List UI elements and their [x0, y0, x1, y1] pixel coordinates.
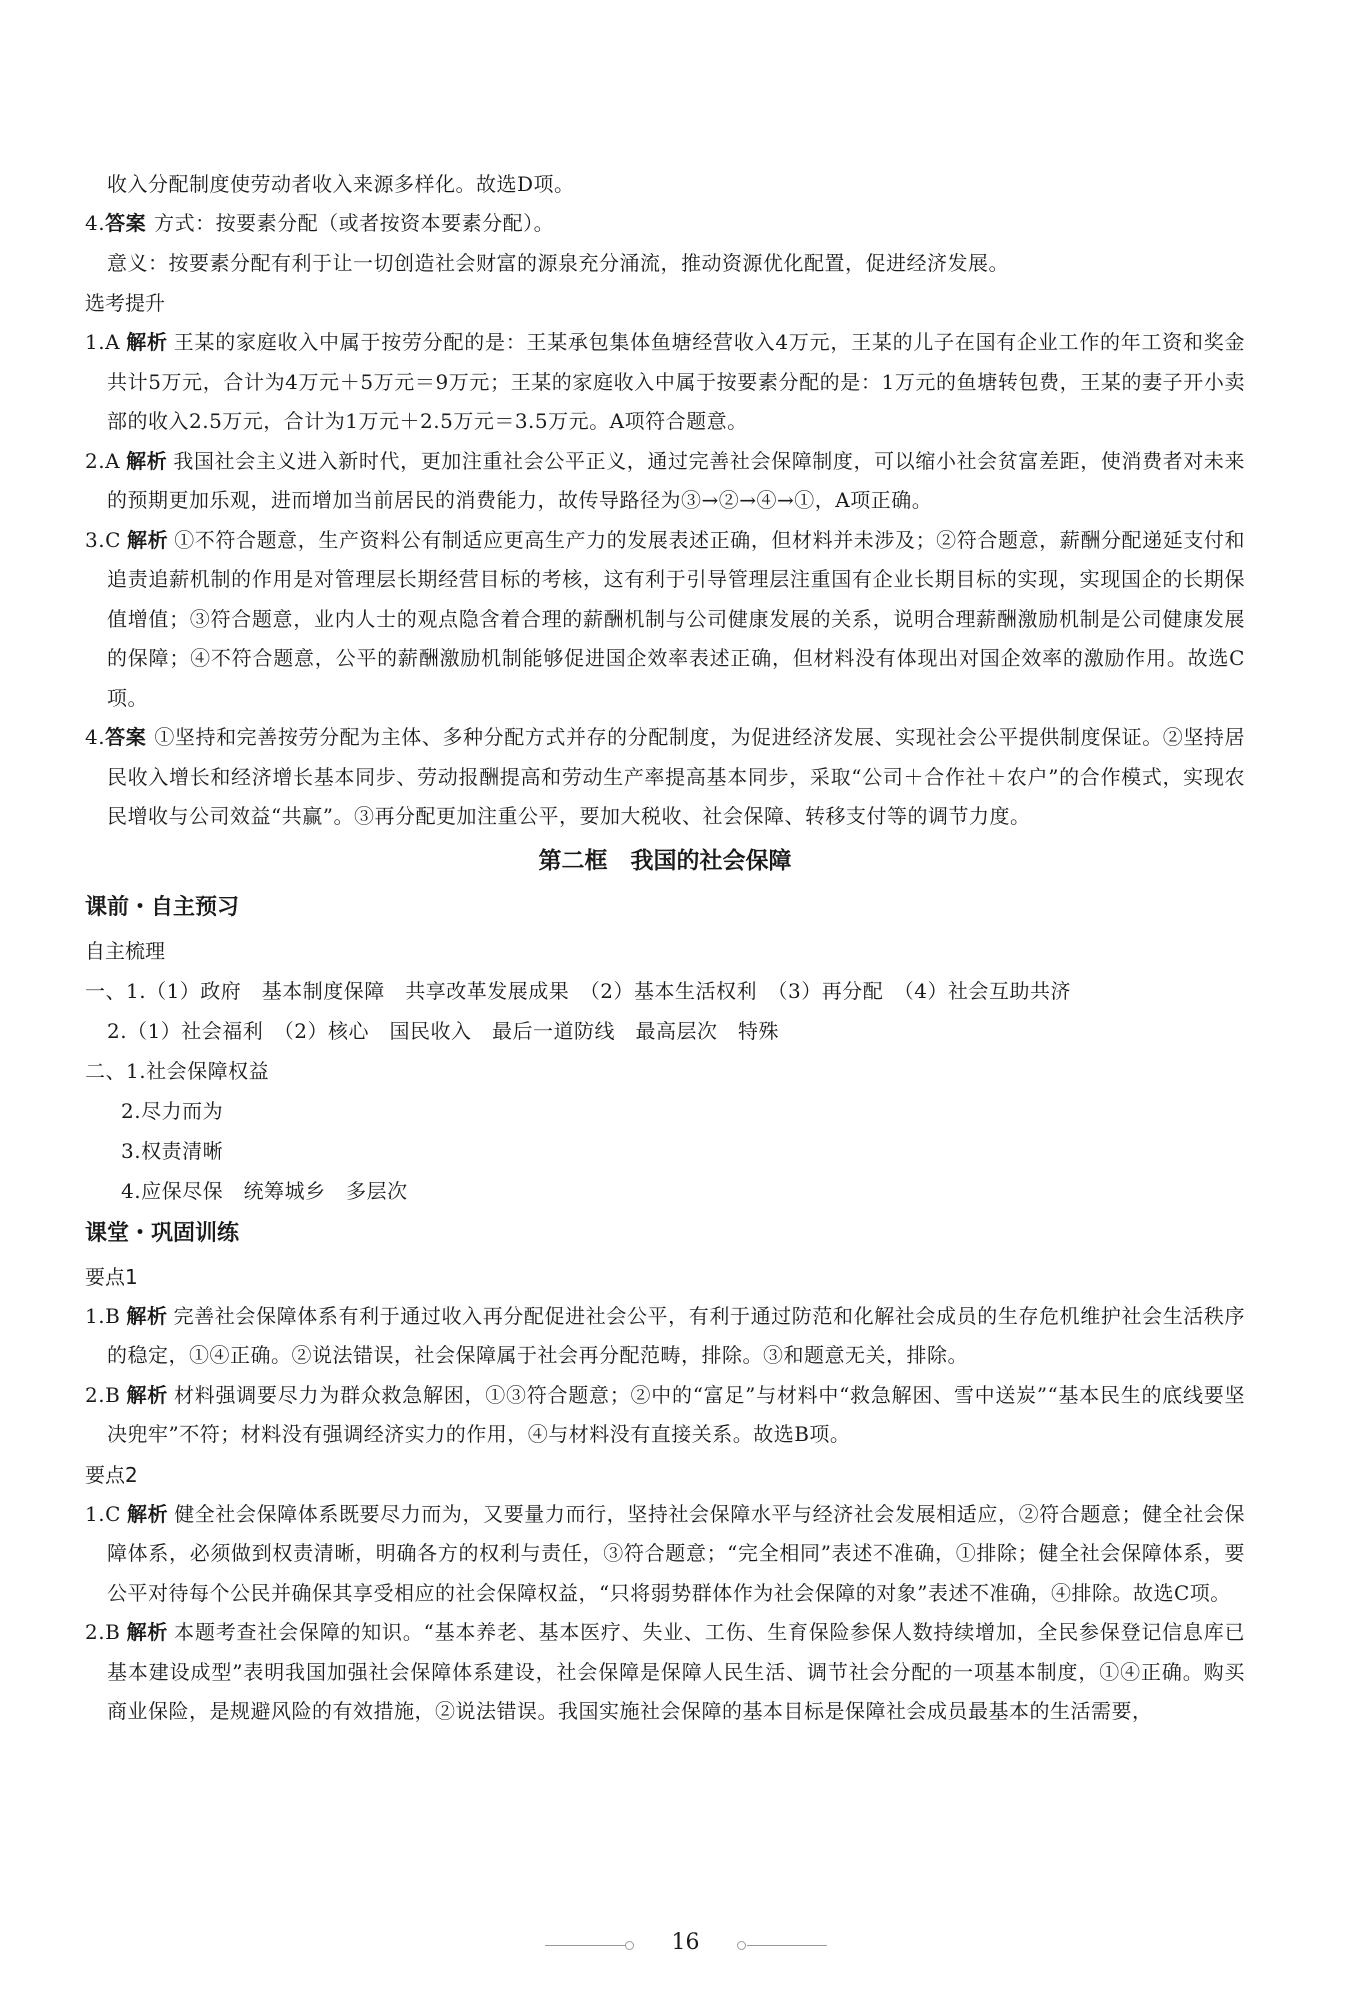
ktang-heading: 课堂・巩固训练 — [85, 1220, 240, 1246]
chapter-title: 第二框 我国的社会保障 — [538, 847, 792, 874]
item-keyword: 解析 — [126, 527, 169, 552]
xuankao-item-4 — [85, 718, 1245, 837]
item-number: 4. — [85, 211, 106, 235]
item-text: 我国社会主义进入新时代，更加注重社会公平正义，通过完善社会保障制度，可以缩小社会贫富差距，使消费者对未来的预期更加乐观，进而增加当前居民的消费能力，故传导路径为③→②→④→①，A项正确。 — [107, 448, 1246, 512]
item-text: ①坚持和完善按劳分配为主体、多种分配方式并存的分配制度，为促进经济发展、实现社会公平提供制度保证。②坚持居民收入增长和经济增长基本同步、劳动报酬提高和劳动生产率提高基本同步，采取“公司＋合作社＋农户”的合作模式，实现农民增收与公司效益“共赢”。③再分配更加注重公平，要加大税收、社会保障、转移支付等的调节力度。 — [107, 725, 1246, 828]
kqian-line-5: 3.权责清晰 — [121, 1138, 224, 1163]
point-2-item-2 — [85, 1613, 1245, 1732]
kqian-heading: 课前・自主预习 — [85, 894, 240, 920]
item-keyword: 解析 — [126, 1382, 169, 1407]
kqian-line-1: 一、1.（1）政府 基本制度保障 共享改革发展成果 （2）基本生活权利 （3）再分配 （4）社会互助共济 — [85, 978, 1071, 1003]
item-text: 完善社会保障体系有利于通过收入再分配促进社会公平，有利于通过防范和化解社会成员的生存危机维护社会生活秩序的稳定，①④正确。②说法错误，社会保障属于社会再分配范畴，排除。③和题意无关，排除。 — [107, 1303, 1246, 1367]
answer-4 — [85, 204, 1245, 244]
item-number: 2.A — [85, 448, 121, 473]
kqian-subheading: 自主梳理 — [85, 938, 165, 963]
kqian-line-4: 2.尽力而为 — [121, 1098, 224, 1123]
item-keyword: 解析 — [126, 448, 168, 473]
item-number: 2.B — [85, 1382, 121, 1407]
item-text: 王某的家庭收入中属于按劳分配的是：王某承包集体鱼塘经营收入4万元，王某的儿子在国有企业工作的年工资和奖金共计5万元，合计为4万元＋5万元＝9万元；王某的家庭收入中属于按要素分配的是：1万元的鱼塘转包费，王某的妻子开小卖部的收入2.5万元，合计为1万元＋2.5万元＝3.5万元。A项符合题意。 — [107, 330, 1246, 433]
point-2-label: 要点2 — [85, 1462, 138, 1487]
point-2-item-1 — [85, 1495, 1245, 1614]
item-number: 3.C — [85, 527, 121, 552]
page-footer — [0, 1924, 1371, 1964]
item-text: 材料强调要尽力为群众救急解困，①③符合题意；②中的“富足”与材料中“救急解困、雪中送炭”“基本民生的底线要坚决兜牢”不符；材料没有强调经济实力的作用，④与材料没有直接关系。故选B项。 — [107, 1382, 1246, 1446]
footer-dot-right — [737, 1941, 746, 1950]
point-1-label: 要点1 — [85, 1264, 138, 1289]
item-number: 1.A — [85, 330, 121, 354]
item-number: 1.B — [85, 1303, 121, 1328]
item-keyword: 解析 — [126, 1303, 168, 1328]
xuankao-item-3 — [85, 521, 1245, 719]
kqian-line-2: 2.（1）社会福利 （2）核心 国民收入 最后一道防线 最高层次 特殊 — [107, 1018, 780, 1043]
item-keyword: 解析 — [126, 1501, 169, 1526]
answer-text: 方式：按要素分配（或者按资本要素分配）。 — [154, 211, 555, 235]
item-keyword: 解析 — [126, 330, 168, 354]
point-1-item-2 — [85, 1376, 1245, 1455]
item-number: 1.C — [85, 1501, 121, 1526]
kqian-line-6: 4.应保尽保 统筹城乡 多层次 — [121, 1178, 408, 1203]
xuankao-item-2 — [85, 442, 1245, 521]
page-number: 16 — [671, 1930, 700, 1955]
answer-keyword: 答案 — [105, 211, 147, 235]
footer-rule-right — [747, 1945, 827, 1946]
item-number: 4. — [85, 725, 106, 749]
kqian-line-3: 二、1.社会保障权益 — [85, 1058, 270, 1083]
item-text: 健全社会保障体系既要尽力而为，又要量力而行，坚持社会保障水平与经济社会发展相适应，②符合题意；健全社会保障体系，必须做到权责清晰，明确各方的权利与责任，③符合题意；“完全相同”表述不准确，①排除；健全社会保障体系，要公平对待每个公民并确保其享受相应的社会保障权益，“只将弱势群体作为社会保障的对象”表述不准确，④排除。故选C项。 — [107, 1501, 1246, 1605]
xuankao-item-1 — [85, 323, 1245, 442]
item-keyword: 解析 — [126, 1620, 169, 1644]
answer-4-meaning: 意义：按要素分配有利于让一切创造社会财富的源泉充分涌流，推动资源优化配置，促进经济发展。 — [107, 250, 1009, 275]
point-1-item-1 — [85, 1297, 1245, 1376]
xuankao-heading: 选考提升 — [85, 291, 165, 315]
page-content — [85, 165, 1245, 1732]
item-text: ①不符合题意，生产资料公有制适应更高生产力的发展表述正确，但材料并未涉及；②符合题意，薪酬分配递延支付和追责追薪机制的作用是对管理层长期经营目标的考核，这有利于引导管理层注重国有企业长期目标的实现，实现国企的长期保值增值；③符合题意，业内人士的观点隐含着合理的薪酬机制与公司健康发展的关系，说明合理薪酬激励机制是公司健康发展的保障；④不符合题意，公平的薪酬激励机制能够促进国企效率表述正确，但材料没有体现出对国企效率的激励作用。故选C项。 — [107, 527, 1246, 710]
item-text: 本题考查社会保障的知识。“基本养老、基本医疗、失业、工伤、生育保险参保人数持续增加，全民参保登记信息库已基本建设成型”表明我国加强社会保障体系建设，社会保障是保障人民生活、调节社会分配的一项基本制度，①④正确。购买商业保险，是规避风险的有效措施，②说法错误。我国实施社会保障的基本目标是保障社会成员最基本的生活需要， — [107, 1620, 1246, 1723]
item-keyword: 答案 — [105, 725, 147, 749]
continued-line: 收入分配制度使劳动者收入来源多样化。故选D项。 — [107, 172, 575, 196]
item-number: 2.B — [85, 1620, 121, 1644]
